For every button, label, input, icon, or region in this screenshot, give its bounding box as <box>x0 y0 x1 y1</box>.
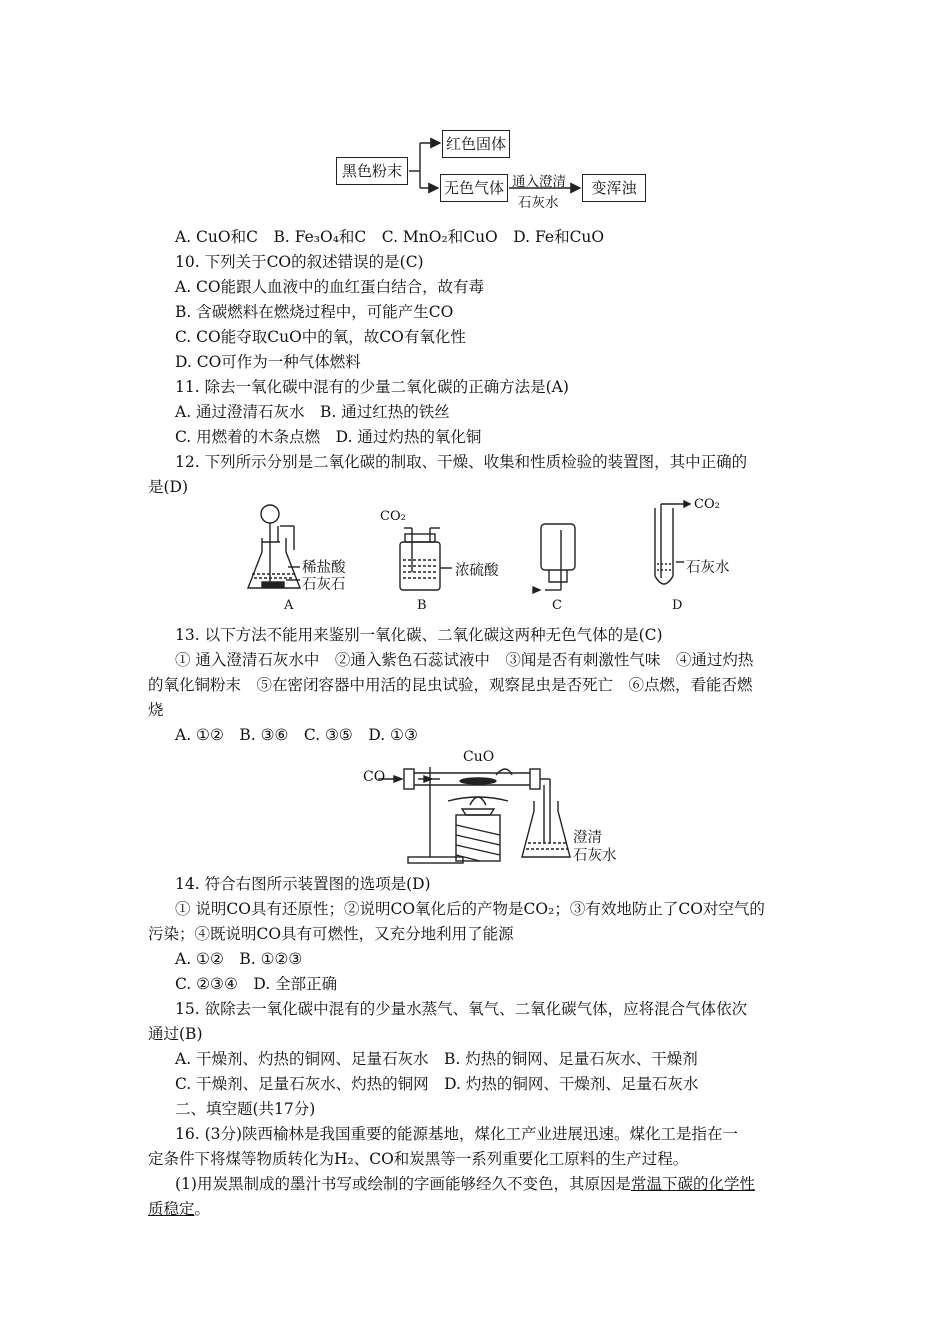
q16-part1-answer1: 常温下碳的化学性 <box>630 1175 755 1193</box>
q13-stem: 13. 以下方法不能用来鉴别一氧化碳、二氧化碳这两种无色气体的是(C) <box>175 626 663 644</box>
flow-arrow-top-label: 通入澄清 <box>512 174 566 190</box>
fig14-label1: 澄清 <box>573 830 602 846</box>
q14-options-cd: C. ②③④ D. 全部正确 <box>175 975 338 993</box>
q10-option-a: A. CO能跟人血液中的血红蛋白结合，故有毒 <box>175 278 485 296</box>
q12-stem: 12. 下列所示分别是二氧化碳的制取、干燥、收集和性质检验的装置图，其中正确的 <box>175 453 748 471</box>
fig12-b-gas: CO₂ <box>380 509 406 524</box>
q15-stem: 15. 欲除去一氧化碳中混有的少量水蒸气、氧气、二氧化碳气体，应将混合气体依次 <box>175 1000 748 1018</box>
fig14-reagent-label: CuO <box>463 749 495 765</box>
q10-option-b: B. 含碳燃料在燃烧过程中，可能产生CO <box>175 303 454 321</box>
q13-methods-3: 烧 <box>148 701 164 719</box>
q14-stem: 14. 符合右图所示装置图的选项是(D) <box>175 875 431 893</box>
flow-branch2-box: 无色气体 <box>440 174 508 202</box>
q12-stem-cont: 是(D) <box>148 478 189 496</box>
q16-part1-end: 。 <box>194 1200 211 1218</box>
section-fill-in-heading: 二、填空题(共17分) <box>175 1100 316 1118</box>
q11-options-cd: C. 用燃着的木条点燃 D. 通过灼热的氧化铜 <box>175 428 482 446</box>
q16-stem-cont: 定条件下将煤等物质转化为H₂、CO和炭黑等一系列重要化工原料的生产过程。 <box>148 1150 689 1168</box>
fig12-d-gas: CO₂ <box>694 497 720 512</box>
flow-arrow-bottom-label: 石灰水 <box>518 195 559 211</box>
fig12-d-label: 石灰水 <box>686 560 730 576</box>
q13-options: A. ①② B. ③⑥ C. ③⑤ D. ①③ <box>175 726 418 744</box>
q14-statements-2: 污染；④既说明CO具有可燃性，又充分地利用了能源 <box>148 925 514 943</box>
flowchart-arrows <box>0 0 950 220</box>
q16-part1-cont <box>148 1198 210 1220</box>
fig14-gas-label: CO <box>363 769 386 785</box>
fig12-a-label1: 稀盐酸 <box>302 560 346 576</box>
flow-result-box: 变浑浊 <box>582 174 646 202</box>
q14-options-ab: A. ①② B. ①②③ <box>175 950 303 968</box>
q15-options-cd: C. 干燥剂、足量石灰水、灼热的铜网 D. 灼热的铜网、干燥剂、足量石灰水 <box>175 1075 699 1093</box>
q10-option-d: D. CO可作为一种气体燃料 <box>175 353 361 371</box>
q15-options-ab: A. 干燥剂、灼热的铜网、足量石灰水 B. 灼热的铜网、足量石灰水、干燥剂 <box>175 1050 698 1068</box>
fig12-apparatus <box>0 490 950 620</box>
q10-option-c: C. CO能夺取CuO中的氧，故CO有氧化性 <box>175 328 466 346</box>
flow-start-box: 黑色粉末 <box>336 157 408 185</box>
q9-options: A. CuO和C B. Fe₃O₄和C C. MnO₂和CuO D. Fe和CuO <box>175 228 605 246</box>
q11-stem: 11. 除去一氧化碳中混有的少量二氧化碳的正确方法是(A) <box>175 378 569 396</box>
fig12-a-label2: 石灰石 <box>302 577 346 593</box>
fig12-cap-d: D <box>672 598 683 613</box>
q15-stem-cont: 通过(B) <box>148 1025 203 1043</box>
fig12-cap-c: C <box>552 598 562 613</box>
q14-statements-1: ① 说明CO具有还原性；②说明CO氧化后的产物是CO₂；③有效地防止了CO对空气的 <box>175 900 765 918</box>
q16-part1-prefix: (1)用炭黑制成的墨汁书写或绘制的字画能够经久不变色，其原因是 <box>175 1175 631 1193</box>
q13-methods-1: ① 通入澄清石灰水中 ②通入紫色石蕊试液中 ③闻是否有刺激性气味 ④通过灼热 <box>175 651 754 669</box>
q13-methods-2: 的氧化铜粉末 ⑤在密闭容器中用活的昆虫试验，观察昆虫是否死亡 ⑥点燃，看能否燃 <box>148 676 753 694</box>
fig12-b-label: 浓硫酸 <box>455 563 499 579</box>
q16-part1-answer2: 质稳定 <box>148 1200 195 1218</box>
q16-part1 <box>175 1173 755 1195</box>
fig12-cap-b: B <box>417 598 427 613</box>
fig12-cap-a: A <box>284 598 294 613</box>
fig14-label2: 石灰水 <box>573 848 617 864</box>
flow-branch1-box: 红色固体 <box>442 130 510 158</box>
q16-stem: 16. (3分)陕西榆林是我国重要的能源基地，煤化工产业进展迅速。煤化工是指在一 <box>175 1125 739 1143</box>
q10-stem: 10. 下列关于CO的叙述错误的是(C) <box>175 253 424 271</box>
q11-options-ab: A. 通过澄清石灰水 B. 通过红热的铁丝 <box>175 403 450 421</box>
